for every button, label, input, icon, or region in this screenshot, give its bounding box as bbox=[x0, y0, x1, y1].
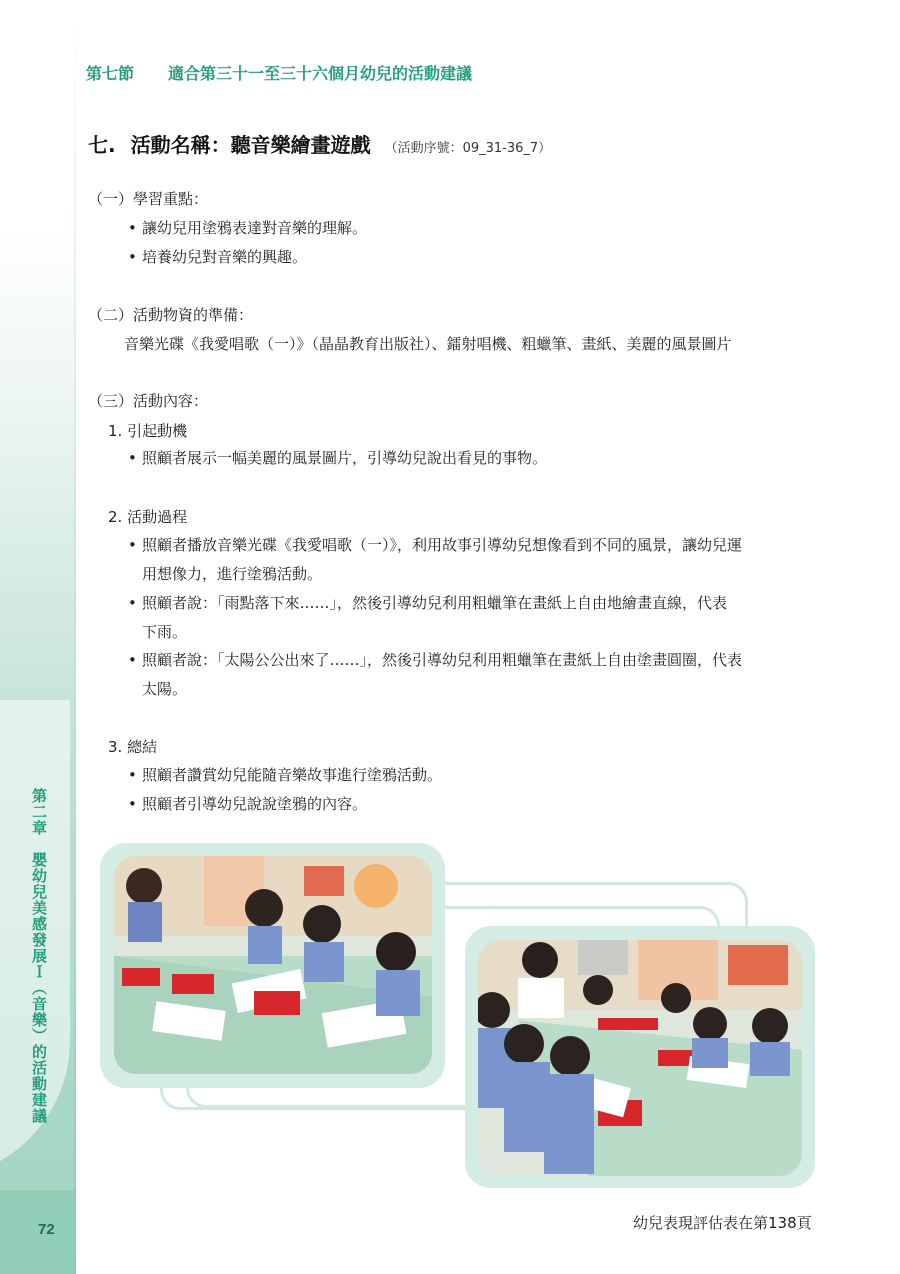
list-item bbox=[128, 761, 442, 790]
step-item-line: 照顧者說：「雨點落下來……」，然後引導幼兒利用粗蠟筆在畫紙上自由地繪畫直線，代表 bbox=[142, 594, 728, 612]
step-item: 照顧者引導幼兒說說塗鴉的內容。 bbox=[142, 795, 368, 813]
step-item: 照顧者讚賞幼兒能隨音樂故事進行塗鴉活動。 bbox=[142, 766, 443, 784]
learning-focus-item: 讓幼兒用塗鴉表達對音樂的理解。 bbox=[142, 219, 368, 237]
activity-number: 七. bbox=[88, 133, 116, 157]
materials-text: 音樂光碟《我愛唱歌（一）》（晶晶教育出版社）、鐳射唱機、粗蠟筆、畫紙、美麗的風景圖片 bbox=[124, 335, 732, 353]
step-item-line: 太陽。 bbox=[142, 680, 188, 698]
step-heading: 3. 總結 bbox=[108, 738, 158, 756]
list-item bbox=[128, 444, 547, 473]
bullet-icon: • bbox=[128, 795, 137, 813]
activity-title bbox=[88, 129, 551, 158]
bullet-icon: • bbox=[128, 536, 137, 554]
activity-serial: （活動序號：09_31-36_7） bbox=[384, 141, 552, 156]
content-heading: （三）活動內容： bbox=[88, 392, 209, 410]
bullet-icon: • bbox=[128, 594, 137, 612]
activity-name: 活動名稱：聽音樂繪畫遊戲 bbox=[130, 133, 371, 157]
materials-heading: （二）活動物資的準備： bbox=[88, 306, 254, 324]
learning-focus-item: 培養幼兒對音樂的興趣。 bbox=[142, 248, 308, 266]
step-item-line: 照顧者說：「太陽公公出來了……」，然後引導幼兒利用粗蠟筆在畫紙上自由塗畫圓圈，代表 bbox=[142, 651, 743, 669]
sidebar-edge bbox=[74, 0, 76, 1274]
section-title: 適合第三十一至三十六個月幼兒的活動建議 bbox=[168, 64, 473, 83]
classroom-photo-2 bbox=[478, 940, 802, 1176]
list-item bbox=[128, 214, 367, 243]
bullet-icon: • bbox=[128, 651, 137, 669]
section-header bbox=[86, 61, 472, 84]
classroom-photo-1 bbox=[114, 856, 432, 1074]
list-item bbox=[128, 646, 828, 704]
chapter-title-vertical: 第二章 嬰幼兒美感發展Ｉ（音樂）的活動建議 bbox=[30, 788, 48, 1124]
section-label: 第七節 bbox=[86, 64, 135, 83]
photo-illustration bbox=[478, 940, 802, 1176]
photo-illustration bbox=[114, 856, 432, 1074]
list-item bbox=[128, 790, 367, 819]
list-item bbox=[128, 531, 828, 589]
list-item bbox=[128, 243, 307, 272]
step-heading: 2. 活動過程 bbox=[108, 508, 188, 526]
step-item: 照顧者展示一幅美麗的風景圖片，引導幼兒說出看見的事物。 bbox=[142, 449, 548, 467]
page-number: 72 bbox=[38, 1221, 55, 1238]
bullet-icon: • bbox=[128, 248, 137, 266]
bullet-icon: • bbox=[128, 449, 137, 467]
step-item-line: 照顧者播放音樂光碟《我愛唱歌（一）》，利用故事引導幼兒想像看到不同的風景，讓幼兒運 bbox=[142, 536, 743, 554]
assessment-note: 幼兒表現評估表在第138頁 bbox=[633, 1214, 812, 1232]
step-heading: 1. 引起動機 bbox=[108, 422, 188, 440]
learning-focus-heading: （一）學習重點： bbox=[88, 190, 209, 208]
bullet-icon: • bbox=[128, 766, 137, 784]
list-item bbox=[128, 589, 828, 647]
step-item-line: 用想像力，進行塗鴉活動。 bbox=[142, 565, 323, 583]
bullet-icon: • bbox=[128, 219, 137, 237]
step-item-line: 下雨。 bbox=[142, 623, 188, 641]
